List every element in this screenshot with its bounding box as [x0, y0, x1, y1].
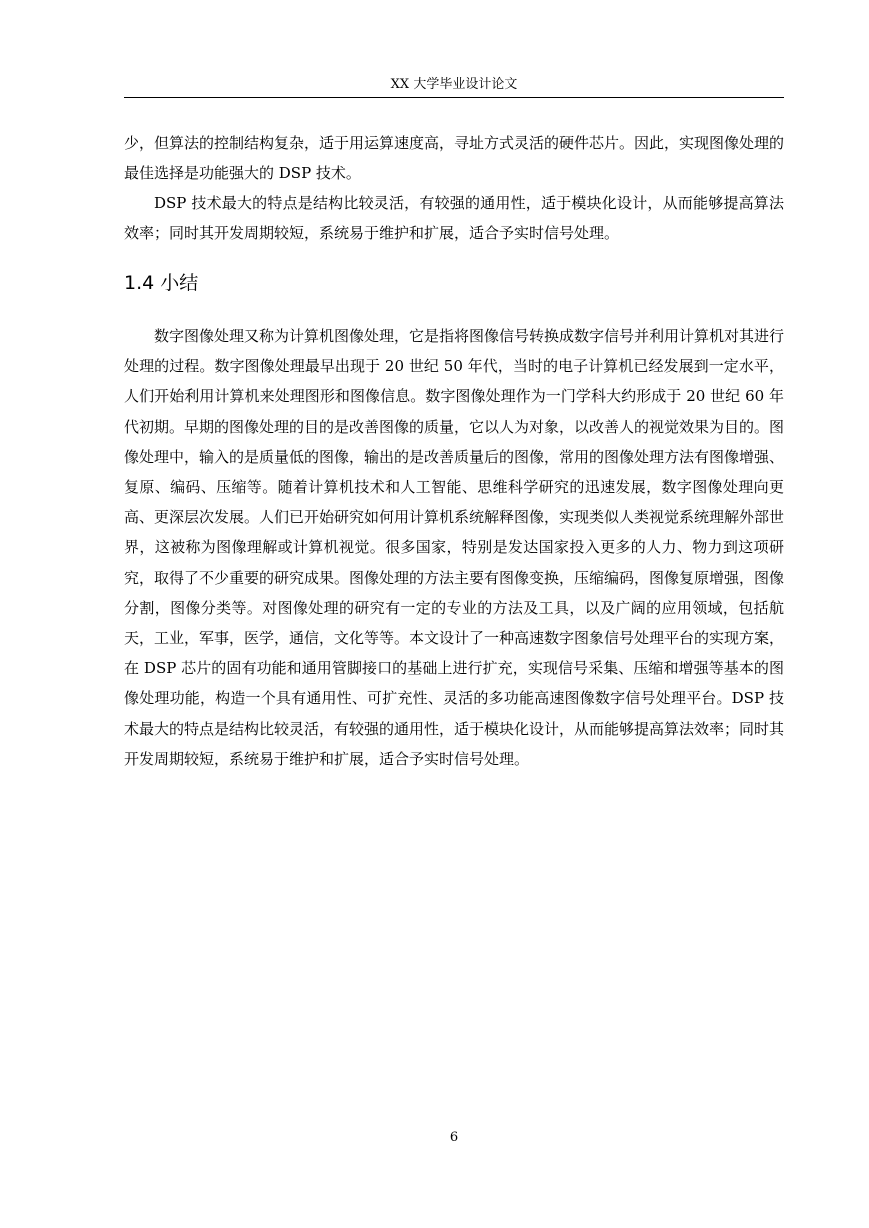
page-header-title: XX 大学毕业设计论文	[390, 77, 518, 92]
header-divider	[124, 97, 784, 98]
page-number: 6	[449, 1130, 459, 1145]
paragraph-continuation: 少，但算法的控制结构复杂，适于用运算速度高，寻址方式灵活的硬件芯片。因此，实现图像处理的最佳选择是功能强大的 DSP 技术。	[124, 134, 785, 183]
paragraph-summary-body: 数字图像处理又称为计算机图像处理，它是指将图像信号转换成数字信号并利用计算机对其进行处理的过程。数字图像处理最早出现于 20 世纪 50 年代，当时的电子计算机已经发展到一定水平，人们开始利用计算机来处理图形和图像信息。数字图像处理作为一门学科大约形成于 20 世纪 60 年代初期。早期的图像处理的目的是改善图像的质量，它以人为对象，以改善人的视觉效果为目的。图像处理中，输入的是质量低的图像，输出的是改善质量后的图像，常用的图像处理方法有图像增强、复原、编码、压缩等。随着计算机技术和人工智能、思维科学研究的迅速发展，数字图像处理向更高、更深层次发展。人们已开始研究如何用计算机系统解释图像，实现类似人类视觉系统理解外部世界，这被称为图像理解或计算机视觉。很多国家，特别是发达国家投入更多的人力、物力到这项研究，取得了不少重要的研究成果。图像处理的方法主要有图像变换，压缩编码，图像复原增强，图像分割，图像分类等。对图像处理的研究有一定的专业的方法及工具，以及广阔的应用领域，包括航天，工业，军事，医学，通信，文化等等。本文设计了一种高速数字图象信号处理平台的实现方案，在 DSP 芯片的固有功能和通用管脚接口的基础上进行扩充，实现信号采集、压缩和增强等基本的图像处理功能，构造一个具有通用性、可扩充性、灵活的多功能高速图像数字信号处理平台。DSP 技术最大的特点是结构比较灵活，有较强的通用性，适于模块化设计，从而能够提高算法效率；同时其开发周期较短，系统易于维护和扩展，适合予实时信号处理。	[124, 327, 785, 768]
section-heading-summary: 1.4 小结	[124, 272, 199, 294]
paragraph-dsp-features: DSP 技术最大的特点是结构比较灵活，有较强的通用性，适于模块化设计，从而能够提高算法效率；同时其开发周期较短，系统易于维护和扩展，适合予实时信号处理。	[124, 194, 784, 243]
